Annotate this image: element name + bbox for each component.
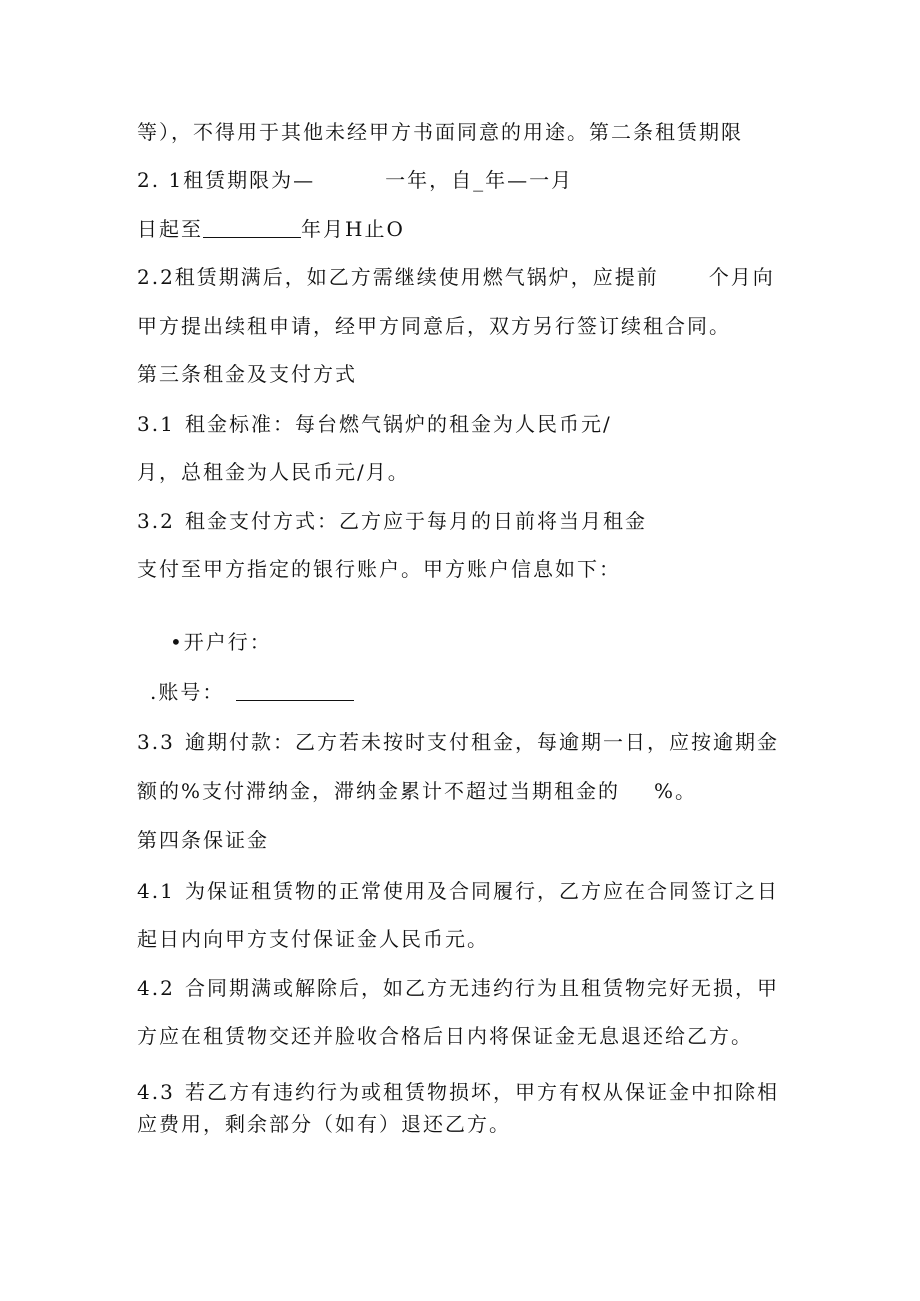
text-line-5 [137, 312, 731, 340]
line-text: 支付至甲方指定的银行账户。甲方账户信息如下： [137, 557, 621, 581]
text-line-4 [137, 263, 775, 291]
bank-name-item [170, 628, 272, 656]
section-heading-3 [137, 360, 357, 388]
text-line-13 [137, 728, 779, 756]
text-line-7 [137, 410, 612, 438]
text-line-10 [137, 555, 621, 583]
account-number-label: .账号： [150, 680, 225, 704]
clause-number: 3.1 [137, 412, 175, 436]
clause-number: 3.2 [137, 509, 175, 533]
line-text: 日起至 [137, 217, 203, 241]
text-line-21 [137, 1110, 511, 1138]
line-text: 年月H止O [301, 217, 405, 241]
text-line-18 [137, 974, 779, 1002]
clause-number: 4.1 [137, 879, 175, 903]
section-heading-4 [137, 826, 269, 854]
line-text: 甲方提出续租申请，经甲方同意后，双方另行签订续租合同。 [137, 314, 731, 338]
text-line-17 [137, 925, 489, 953]
text-line-3 [137, 215, 405, 243]
text-line-1 [137, 118, 743, 146]
clause-2-2-start: 2.2租赁期满后，如乙方需继续使用燃气锅炉，应提前 [137, 265, 659, 289]
clause-number: 3.3 [137, 730, 175, 754]
line-text: 等），不得用于其他未经甲方书面同意的用途。第二条租赁期限 [137, 120, 743, 144]
heading-text: 第三条租金及支付方式 [137, 362, 357, 386]
heading-text: 第四条保证金 [137, 828, 269, 852]
text-line-20 [137, 1078, 779, 1106]
clause-2-2-end: 个月向 [708, 265, 775, 289]
line-text: 为保证租赁物的正常使用及合同履行，乙方应在合同签订之日 [185, 879, 779, 903]
text-line-14 [137, 777, 697, 805]
line-text: 若乙方有违约行为或租赁物损坏，甲方有权从保证金中扣除相 [185, 1080, 779, 1104]
line-text: 逾期付款：乙方若未按时支付租金，每逾期一日，应按逾期金 [185, 730, 779, 754]
line-text: 租金标准：每台燃气锅炉的租金为人民币元/ [185, 412, 612, 436]
line-text: 月，总租金为人民币元/月。 [137, 460, 410, 484]
line-text: 起日内向甲方支付保证金人民币元。 [137, 927, 489, 951]
account-number-blank [236, 682, 354, 701]
text-line-16 [137, 877, 779, 905]
clause-number: 4.2 [137, 976, 175, 1000]
account-number-item [150, 678, 354, 706]
clause-2-1-end: 一年，自_年—一月 [385, 168, 574, 192]
line-text: 合同期满或解除后，如乙方无违约行为且租赁物完好无损，甲 [185, 976, 779, 1000]
clause-number: 4.3 [137, 1080, 175, 1104]
text-line-19 [137, 1022, 753, 1050]
text-line-8 [137, 458, 410, 486]
fill-in-blank [203, 219, 301, 238]
line-text: %。 [654, 779, 698, 803]
text-line-9 [137, 507, 647, 535]
clause-2-1-start: 2. 1租赁期限为— [137, 168, 316, 192]
line-text: 额的%支付滞纳金，滞纳金累计不超过当期租金的 [137, 779, 621, 803]
bank-name-label: •开户行： [170, 630, 272, 654]
line-text: 方应在租赁物交还并脸收合格后日内将保证金无息退还给乙方。 [137, 1024, 753, 1048]
line-text: 应费用，剩余部分（如有）退还乙方。 [137, 1112, 511, 1136]
line-text: 租金支付方式：乙方应于每月的日前将当月租金 [185, 509, 647, 533]
text-line-2 [137, 166, 573, 194]
